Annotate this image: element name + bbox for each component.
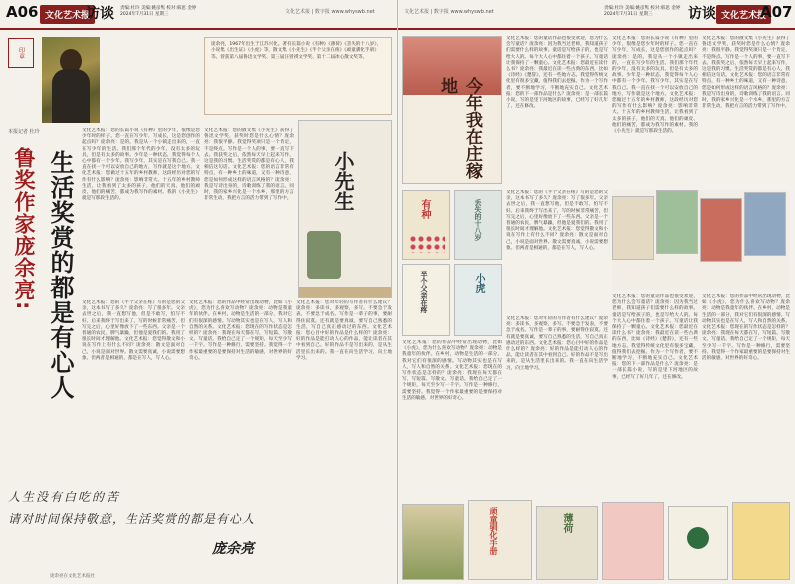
issue-date: 2024年7月31日 星期三 [120,12,169,17]
book-title: 小先生 [331,151,355,211]
person-body [52,69,90,123]
photo-caption: 庞余亮在文化艺术报社 [50,574,95,579]
article-column-4: 文化艺术报：您的作品中经常出现动物，比如《小虎》，您为什么喜欢写动物？庞余亮：动物是我童年的伙伴。在乡村，动物是生活的一部分，我对它们有很深的感情。写动物其实也是在写人，写人和自然的关系。文化艺术报：您现在的写作状态是怎样的？庞余亮：我现在每天都在写，写短篇、写散文、写童话。我给自己定了一个规矩，每天至少写一千字。写作是一种修行，需要坚持。我觉得一个作家最重要的是要保持对生活的敏感，对世界的好奇心。 [189,300,292,361]
page-meta [604,6,680,18]
byline: 本报记者 杜玲 [8,129,40,135]
handwritten-line-2: 请对时间保持敬意，生活奖赏的都是有心人 [8,512,256,526]
article-column-2: 文化艺术报：您的散文集《小先生》获得了鲁迅文学奖，获奖时您是什么心情？庞余亮：我很平静。我觉得奖项只是一个肯定，不是终点。写作是一个人的事，要一直写下去。我获奖之后，依然每天早上起来写作，这是我的习惯。生活奖赏的都是有心人，我相信这句话。文化艺术报：您的语言非常有特点，有一种乡土的味道，又有一种诗意，您是如何形成这样的语言风格的？庞余亮：我是写诗出身的，诗歌训练了我的语言。同时，我的家乡兴化是一个水乡，那里的方言非常生动，我把方言的活力带到了写作中。 [204,128,294,202]
article-column-13: 文化艺术报：您的作品中经常出现动物，比如《小虎》，您为什么喜欢写动物？庞余亮：动物是我童年的伙伴。在乡村，动物是生活的一部分，我对它们有很深的感情。写动物其实也是在写人，写人和自然的关系。文化艺术报：您现在的写作状态是怎样的？庞余亮：我现在每天都在写，写短篇、写散文、写童话。我给自己定了一个规矩，每天至少写一千字。写作是一种修行，需要坚持。我觉得一个作家最重要的是要保持对生活的敏感，对世界的好奇心。 [702,294,790,362]
book-cover-green [656,190,698,254]
right-page-header [398,0,795,30]
handwritten-signature: 庞余亮 [212,541,254,557]
book-cover-wanhua [468,500,532,580]
page-meta [120,6,196,18]
book-cover-banbugeqin [612,196,654,260]
left-page-header [0,0,397,30]
article-column-5: 文化艺术报：您对年轻的写作者有什么建议？庞余亮：多读书，多观察，多写。不要急于发表，不要急于成名。写作是一辈子的事，要耐得住寂寞。还有就是要真诚，要写自己熟悉的生活，写自己真正感动过的东西。文化艺术报：您心目中好的作品是什么样的？庞余亮：好的作品是能打动人心的作品，能让读者在其中看到自己。好的作品不是写出来的，是从生活里长出来的。我一直在向生活学习，向土地学习。 [296,300,392,361]
author-photo [42,37,100,123]
editor-credits: 责编:杜玲 美编:姚彦隽 校对:韩思 金婷 [604,6,681,11]
cover-illustration [307,231,341,279]
issue-date: 2024年7月31日 星期三 [604,12,653,17]
article-column-12: 文化艺术报：您的童话作品也很受欢迎，您为什么会写童话？庞余亮：因为我当过老师，我知道孩子们需要什么样的故事。童话是写给孩子的，也是写给大人的。每个大人心中都住着一个孩子。写童话让我保持了一颗童心。文化艺术报：您最近在读什么书？庞余亮：我最近在读一些古典的东西，比如《诗经》《楚辞》，还有一些地方志。我觉得传统文化里有很多宝藏，值得我们去挖掘。作为一个写作者，要不断地学习，不断地充实自己。文化艺术报：您的下一部作品是什么？庞余亮：是一部长篇小说，写的是里下河地区的故事，已经写了好几年了，还在修改。 [612,294,698,380]
signature-block [6,480,292,572]
brand-logo: 文化艺术报 [716,5,771,24]
book-cover-diushi [454,190,502,260]
article-column-6: 文化艺术报：您的童话作品也很受欢迎，您为什么会写童话？庞余亮：因为我当过老师，我知道孩子们需要什么样的故事。童话是写给孩子的，也是写给大人的。每个大人心中都住着一个孩子。写童话让我保持了一颗童心。文化艺术报：您最近在读什么书？庞余亮：我最近在读一些古典的东西，比如《诗经》《楚辞》，还有一些地方志。我觉得传统文化里有很多宝藏，值得我们去挖掘。作为一个写作者，要不断地学习，不断地充实自己。文化艺术报：您的下一部作品是什么？庞余亮：是一部长篇小说，写的是里下河地区的故事，已经写了好几年了，还在修改。 [506,36,608,110]
book-cover-pink [602,502,664,580]
page-number: A07 [760,3,793,21]
section-title: 访谈 [688,6,716,22]
book-title: 有种 [419,199,430,219]
book-cover-field [402,504,464,580]
page-number: A06 [6,3,39,21]
seal-text: 印章 [17,47,25,59]
book-title: 顽童驯化手册 [489,507,499,555]
book-cover-xiaoxiansheng [298,120,392,298]
article-column-7: 文化艺术报：您的长篇小说《有种》里的少年，很像是您少年时的样子。您一直在写少年，写成长，这是您创作的起点吗？庞余亮：是的。我是从一个小镇走出来的，一直在写少年的生活。我们那个年代的少年，没有太多的玩具，但是有太多的故事。少年是一种状态，我觉得每个人心中都有一个少年。我写少年，其实是在写我自己。我一直在找一个可以安放自己的地方，写作就是这个地方。文化艺术报：您做过十五年的乡村教师，这段经历对您的写作有什么影响？庞余亮：影响非常大。十五年的乡村教师生活，让我看到了太多的孩子，他们的天真、他们的顽皮、他们的痛苦，都成为我写作的素材。我的《小先生》就是写那段生活的。 [612,36,698,135]
book-cover-cluster [612,190,790,290]
editor-credits: 责编:杜玲 美编:姚彦隽 校对:韩思 金婷 [120,6,197,11]
site-url: 文化艺术报 | 数字报 www.whyswb.net [285,9,375,15]
article-column-10: 文化艺术报：您的作品中经常出现动物，比如《小虎》，您为什么喜欢写动物？庞余亮：动物是我童年的伙伴。在乡村，动物是生活的一部分，我对它们有很深的感情。写动物其实也是在写人，写人和自然的关系。文化艺术报：您现在的写作状态是怎样的？庞余亮：我现在每天都在写，写短篇、写散文、写童话。我给自己定了一个规矩，每天至少写一千字。写作是一种修行，需要坚持。我觉得一个作家最重要的是要保持对生活的敏感，对世界的好奇心。 [402,340,502,401]
book-title: 薄荷 [561,513,572,533]
headline-primary: 鲁奖作家庞余亮: [12,147,36,311]
book-cover-tree [668,506,728,580]
book-title: 今年我在庄稼地 [437,77,482,179]
book-strip [402,500,790,580]
bio-text: 庞余亮，1967年出生于江苏兴化。著有长篇小说《有种》《薄荷》《丢失的十八岁》，小说集《出生证》《小虎》等，散文集《小先生》《半个父亲在疼》《顽童驯化手册》等。曾获第八届鲁迅文学奖、第三届汪曾祺文学奖、第十二届冰心散文奖等。 [211,42,382,60]
cover-band [299,287,391,297]
tree-illustration [687,527,709,549]
article-column-1: 文化艺术报：您的长篇小说《有种》里的少年，很像是您少年时的样子。您一直在写少年，写成长，这是您创作的起点吗？庞余亮：是的。我是从一个小镇走出来的，一直在写少年的生活。我们那个年代的少年，没有太多的玩具，但是有太多的故事。少年是一种状态，我觉得每个人心中都有一个少年。我写少年，其实是在写我自己。我一直在找一个可以安放自己的地方，写作就是这个地方。文化艺术报：您做过十五年的乡村教师，这段经历对您的写作有什么影响？庞余亮：影响非常大。十五年的乡村教师生活，让我看到了太多的孩子，他们的天真、他们的顽皮、他们的痛苦，都成为我写作的素材。我的《小先生》就是写那段生活的。 [82,128,200,202]
headline-secondary: 生活奖赏的都是有心人 [46,150,74,400]
site-url: 文化艺术报 | 数字报 www.whyswb.net [404,9,494,15]
book-cover-banbuqin [402,264,450,336]
page-gutter [397,0,398,584]
book-cover-youzhong [402,190,450,260]
handwritten-line-1: 人生没有白吃的苦 [8,490,121,504]
book-title: 小虎 [473,273,484,293]
seal-stamp [8,38,34,68]
book-cover-red [700,198,742,262]
book-cover-bohe [536,506,598,580]
book-title: 丢失的十八岁 [474,199,483,241]
book-cover-blue [744,192,786,256]
book-cover-xiaohu [454,264,502,336]
section-title: 访谈 [86,6,114,22]
book-cover-yellow [732,502,790,580]
article-column-11: 文化艺术报：您对年轻的写作者有什么建议？庞余亮：多读书，多观察，多写。不要急于发表，不要急于成名。写作是一辈子的事，要耐得住寂寞。还有就是要真诚，要写自己熟悉的生活，写自己真正感动过的东西。文化艺术报：您心目中好的作品是什么样的？庞余亮：好的作品是能打动人心的作品，能让读者在其中看到自己。好的作品不是写出来的，是从生活里长出来的。我一直在向生活学习，向土地学习。 [506,316,608,371]
book-title: 半个父亲在疼 [420,271,429,313]
article-column-3: 文化艺术报：您的《半个父亲在疼》写的是您的父亲，这本书写了多久？庞余亮：写了很多年。父亲去世之后，我一直想写他，但是不敢写，怕写不好。后来我终于写出来了，写的时候非常痛苦，但写完之后，心里好像放下了一些东西。父亲是一个普通的农民，脾气暴躁，但他是爱我们的。我用了很长时间才理解他。文化艺术报：您觉得散文和小说在写作上有什么不同？庞余亮：散文是面对自己，小说是面对世界。散文需要真诚，小说需要想象。但两者是相通的，都是在写人，写人心。 [82,300,185,361]
article-column-9: 文化艺术报：您的《半个父亲在疼》写的是您的父亲，这本书写了多久？庞余亮：写了很多年。父亲去世之后，我一直想写他，但是不敢写，怕写不好。后来我终于写出来了，写的时候非常痛苦，但写完之后，心里好像放下了一些东西。父亲是一个普通的农民，脾气暴躁，但他是爱我们的。我用了很长时间才理解他。文化艺术报：您觉得散文和小说在写作上有什么不同？庞余亮：散文是面对自己，小说是面对世界。散文需要真诚，小说需要想象。但两者是相通的，都是在写人，写人心。 [506,190,608,251]
bio-box [204,37,392,115]
brand-logo: 文化艺术报 [40,5,95,24]
cover-dots [409,235,445,253]
article-column-8: 文化艺术报：您的散文集《小先生》获得了鲁迅文学奖，获奖时您是什么心情？庞余亮：我很平静。我觉得奖项只是一个肯定，不是终点。写作是一个人的事，要一直写下去。我获奖之后，依然每天早上起来写作，这是我的习惯。生活奖赏的都是有心人，我相信这句话。文化艺术报：您的语言非常有特点，有一种乡土的味道，又有一种诗意，您是如何形成这样的语言风格的？庞余亮：我是写诗出身的，诗歌训练了我的语言。同时，我的家乡兴化是一个水乡，那里的方言非常生动，我把方言的活力带到了写作中。 [702,36,790,110]
book-cover-zhuangjia [402,36,502,184]
